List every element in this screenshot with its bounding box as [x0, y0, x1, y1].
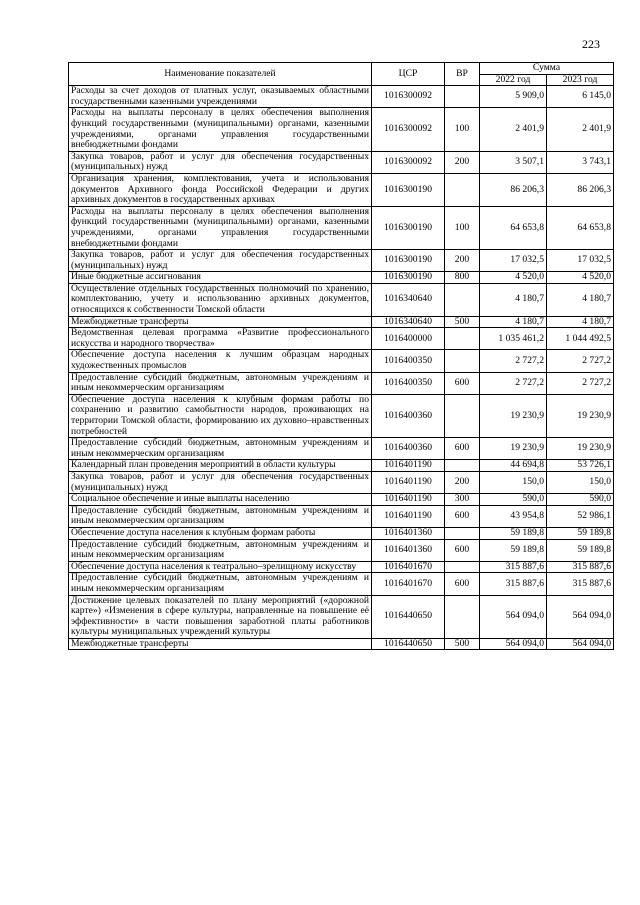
row-amount-2022-cell: 5 909,0 [480, 86, 547, 108]
row-amount-2022-cell: 19 230,9 [480, 394, 547, 437]
row-amount-2023-cell: 53 726,1 [547, 460, 614, 472]
page-number: 223 [582, 37, 600, 51]
row-csr-cell: 1016300190 [372, 173, 445, 206]
row-vr-cell [445, 328, 480, 350]
table-row [69, 206, 614, 249]
row-name-cell: Предоставление субсидий бюджетным, автономным учреждениям и иным некоммерческим организациям [69, 573, 372, 595]
row-csr-cell: 1016401190 [372, 471, 445, 493]
row-amount-2023-cell: 64 653,8 [547, 206, 614, 249]
header-year-2022: 2022 год [480, 74, 547, 86]
row-csr-cell: 1016400350 [372, 372, 445, 394]
row-amount-2023-cell: 564 094,0 [547, 595, 614, 638]
row-vr-cell [445, 561, 480, 573]
row-vr-cell: 600 [445, 438, 480, 460]
row-amount-2022-cell: 564 094,0 [480, 595, 547, 638]
row-name-cell: Ведомственная целевая программа «Развитие профессионального искусства и народного творчества» [69, 328, 372, 350]
row-name-cell: Обеспечение доступа населения к клубным формам работы по сохранению и развитию самобытности народов, проживающих на территории Томской области, формированию их духовно–нравственных потребностей [69, 394, 372, 437]
row-amount-2022-cell: 564 094,0 [480, 638, 547, 650]
row-amount-2023-cell: 150,0 [547, 471, 614, 493]
row-name-cell: Обеспечение доступа населения к клубным формам работы [69, 527, 372, 539]
row-csr-cell: 1016340640 [372, 283, 445, 316]
row-vr-cell: 600 [445, 573, 480, 595]
table-row [69, 573, 614, 595]
row-vr-cell: 800 [445, 272, 480, 284]
row-name-cell: Осуществление отдельных государственных полномочий по хранению, комплектованию, учету и использованию архивных документов, относящихся к собственности Томской области [69, 283, 372, 316]
row-amount-2023-cell: 6 145,0 [547, 86, 614, 108]
row-name-cell: Закупка товаров, работ и услуг для обеспечения государственных (муниципальных) нужд [69, 151, 372, 173]
table-row [69, 471, 614, 493]
row-vr-cell [445, 86, 480, 108]
row-csr-cell: 1016401360 [372, 527, 445, 539]
row-name-cell: Расходы за счет доходов от платных услуг, оказываемых областными государственными казенными учреждениями [69, 86, 372, 108]
table-row [69, 350, 614, 372]
row-csr-cell: 1016300092 [372, 151, 445, 173]
table-row [69, 272, 614, 284]
table-row [69, 108, 614, 151]
row-amount-2023-cell: 564 094,0 [547, 638, 614, 650]
row-csr-cell: 1016401190 [372, 494, 445, 506]
row-amount-2022-cell: 86 206,3 [480, 173, 547, 206]
table-row [69, 250, 614, 272]
table-row [69, 505, 614, 527]
row-csr-cell: 1016300092 [372, 86, 445, 108]
row-name-cell: Социальное обеспечение и иные выплаты населению [69, 494, 372, 506]
row-vr-cell: 600 [445, 372, 480, 394]
row-vr-cell: 100 [445, 108, 480, 151]
row-vr-cell: 100 [445, 206, 480, 249]
table-row [69, 372, 614, 394]
row-amount-2023-cell: 4 520,0 [547, 272, 614, 284]
row-amount-2022-cell: 590,0 [480, 494, 547, 506]
row-amount-2022-cell: 59 189,8 [480, 539, 547, 561]
row-csr-cell: 1016440650 [372, 638, 445, 650]
row-vr-cell [445, 460, 480, 472]
row-vr-cell [445, 173, 480, 206]
row-name-cell: Предоставление субсидий бюджетным, автономным учреждениям и иным некоммерческим организациям [69, 372, 372, 394]
row-csr-cell: 1016300190 [372, 272, 445, 284]
row-name-cell: Достижение целевых показателей по плану мероприятий («дорожной карте») «Изменения в сфере культуры, направленные на повышение её эффективности» в части повышения заработной платы работников культуры муниципальных учреждений культуры [69, 595, 372, 638]
row-amount-2023-cell: 2 401,9 [547, 108, 614, 151]
table-row [69, 316, 614, 328]
row-vr-cell [445, 350, 480, 372]
row-amount-2022-cell: 44 694,8 [480, 460, 547, 472]
table-row [69, 438, 614, 460]
row-amount-2023-cell: 59 189,8 [547, 539, 614, 561]
row-amount-2022-cell: 59 189,8 [480, 527, 547, 539]
row-amount-2023-cell: 2 727,2 [547, 372, 614, 394]
row-vr-cell [445, 283, 480, 316]
row-name-cell: Расходы на выплаты персоналу в целях обеспечения выполнения функций государственными (муниципальными) органами, казенными учреждениями, органами управления государственными внебюджетными фондами [69, 108, 372, 151]
header-vr: ВР [445, 63, 480, 86]
header-year-2023: 2023 год [547, 74, 614, 86]
row-name-cell: Закупка товаров, работ и услуг для обеспечения государственных (муниципальных) нужд [69, 471, 372, 493]
row-amount-2023-cell: 59 189,8 [547, 527, 614, 539]
table-row [69, 638, 614, 650]
row-csr-cell: 1016400000 [372, 328, 445, 350]
row-csr-cell: 1016300092 [372, 108, 445, 151]
table-row [69, 86, 614, 108]
header-sum: Сумма [480, 63, 614, 75]
budget-table [68, 62, 614, 650]
table-row [69, 151, 614, 173]
row-name-cell: Межбюджетные трансферты [69, 316, 372, 328]
row-name-cell: Обеспечение доступа населения к лучшим образцам народных художественных промыслов [69, 350, 372, 372]
row-vr-cell: 600 [445, 539, 480, 561]
row-csr-cell: 1016401670 [372, 561, 445, 573]
row-name-cell: Календарный план проведения мероприятий в области культуры [69, 460, 372, 472]
table-body [69, 86, 614, 650]
row-name-cell: Межбюджетные трансферты [69, 638, 372, 650]
row-name-cell: Иные бюджетные ассигнования [69, 272, 372, 284]
row-amount-2023-cell: 2 727,2 [547, 350, 614, 372]
row-csr-cell: 1016401190 [372, 460, 445, 472]
row-name-cell: Предоставление субсидий бюджетным, автономным учреждениям и иным некоммерческим организациям [69, 505, 372, 527]
header-name: Наименование показателей [69, 63, 372, 86]
row-amount-2022-cell: 2 727,2 [480, 350, 547, 372]
table-row [69, 394, 614, 437]
row-amount-2022-cell: 2 727,2 [480, 372, 547, 394]
table-row [69, 328, 614, 350]
row-amount-2022-cell: 4 180,7 [480, 316, 547, 328]
row-amount-2022-cell: 19 230,9 [480, 438, 547, 460]
row-amount-2023-cell: 315 887,6 [547, 573, 614, 595]
row-amount-2022-cell: 4 520,0 [480, 272, 547, 284]
row-csr-cell: 1016300190 [372, 206, 445, 249]
row-amount-2022-cell: 4 180,7 [480, 283, 547, 316]
table-row [69, 561, 614, 573]
row-amount-2023-cell: 19 230,9 [547, 438, 614, 460]
row-amount-2023-cell: 17 032,5 [547, 250, 614, 272]
table-row [69, 173, 614, 206]
row-vr-cell: 500 [445, 316, 480, 328]
table-row [69, 595, 614, 638]
row-name-cell: Организация хранения, комплектования, учета и использования документов Архивного фонда Российской Федерации и других архивных документов в государственных архивах [69, 173, 372, 206]
row-amount-2022-cell: 1 035 461,2 [480, 328, 547, 350]
row-amount-2022-cell: 3 507,1 [480, 151, 547, 173]
table-row [69, 283, 614, 316]
row-vr-cell: 200 [445, 250, 480, 272]
row-csr-cell: 1016401670 [372, 573, 445, 595]
row-amount-2023-cell: 590,0 [547, 494, 614, 506]
row-csr-cell: 1016300190 [372, 250, 445, 272]
row-vr-cell [445, 527, 480, 539]
row-csr-cell: 1016400360 [372, 394, 445, 437]
row-amount-2023-cell: 315 887,6 [547, 561, 614, 573]
row-amount-2022-cell: 43 954,8 [480, 505, 547, 527]
row-vr-cell: 500 [445, 638, 480, 650]
row-amount-2022-cell: 2 401,9 [480, 108, 547, 151]
row-csr-cell: 1016401190 [372, 505, 445, 527]
row-csr-cell: 1016440650 [372, 595, 445, 638]
header-csr: ЦСР [372, 63, 445, 86]
row-amount-2022-cell: 315 887,6 [480, 573, 547, 595]
row-amount-2023-cell: 52 986,1 [547, 505, 614, 527]
row-vr-cell: 300 [445, 494, 480, 506]
row-name-cell: Предоставление субсидий бюджетным, автономным учреждениям и иным некоммерческим организациям [69, 539, 372, 561]
row-name-cell: Обеспечение доступа населения к театрально–зрелищному искусству [69, 561, 372, 573]
row-name-cell: Закупка товаров, работ и услуг для обеспечения государственных (муниципальных) нужд [69, 250, 372, 272]
row-amount-2023-cell: 1 044 492,5 [547, 328, 614, 350]
table-row [69, 539, 614, 561]
row-name-cell: Расходы на выплаты персоналу в целях обеспечения выполнения функций государственными (муниципальными) органами, казенными учреждениями, органами управления государственными внебюджетными фондами [69, 206, 372, 249]
row-amount-2022-cell: 150,0 [480, 471, 547, 493]
table-row [69, 494, 614, 506]
row-vr-cell: 200 [445, 151, 480, 173]
row-vr-cell [445, 595, 480, 638]
table-row [69, 460, 614, 472]
row-amount-2023-cell: 4 180,7 [547, 283, 614, 316]
row-amount-2023-cell: 86 206,3 [547, 173, 614, 206]
row-amount-2022-cell: 64 653,8 [480, 206, 547, 249]
row-csr-cell: 1016401360 [372, 539, 445, 561]
row-amount-2023-cell: 3 743,1 [547, 151, 614, 173]
row-vr-cell: 200 [445, 471, 480, 493]
row-amount-2022-cell: 315 887,6 [480, 561, 547, 573]
row-csr-cell: 1016400360 [372, 438, 445, 460]
row-vr-cell: 600 [445, 505, 480, 527]
row-csr-cell: 1016400350 [372, 350, 445, 372]
row-name-cell: Предоставление субсидий бюджетным, автономным учреждениям и иным некоммерческим организациям [69, 438, 372, 460]
table-row [69, 527, 614, 539]
row-amount-2023-cell: 4 180,7 [547, 316, 614, 328]
row-amount-2023-cell: 19 230,9 [547, 394, 614, 437]
row-amount-2022-cell: 17 032,5 [480, 250, 547, 272]
row-csr-cell: 1016340640 [372, 316, 445, 328]
row-vr-cell [445, 394, 480, 437]
